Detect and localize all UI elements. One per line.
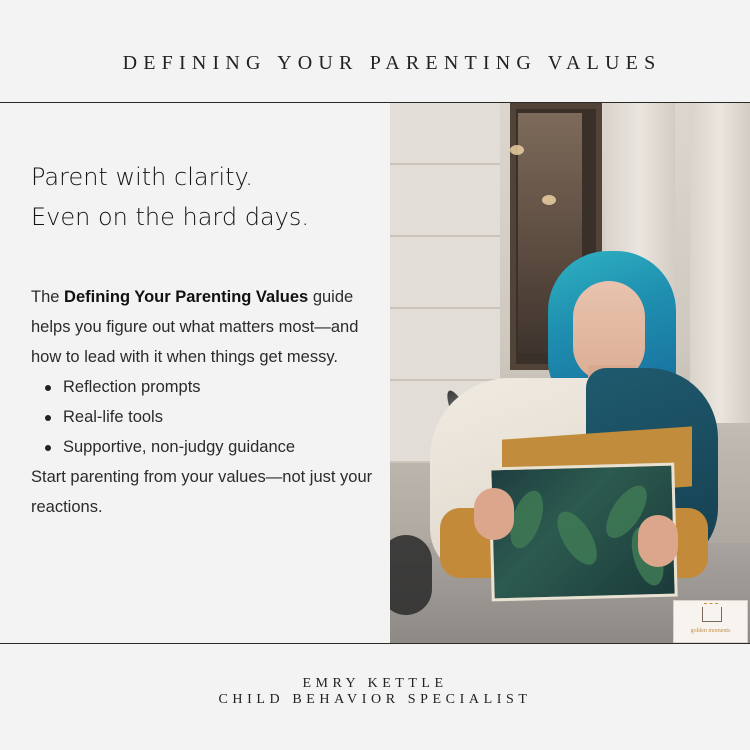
closing-paragraph: Start parenting from your values—not just your reactions.	[31, 468, 373, 516]
list-item: Supportive, non-judgy guidance	[31, 432, 376, 462]
headline-line-2: Even on the hard days.	[31, 203, 310, 231]
wall-block	[390, 103, 500, 165]
body-copy	[31, 282, 376, 522]
author-name: EMRY KETTLE	[302, 676, 448, 691]
camera-icon	[702, 607, 722, 622]
hand	[474, 488, 514, 540]
leaf-pattern	[550, 505, 605, 571]
blurred-object	[390, 535, 432, 615]
page-title: DEFINING YOUR PARENTING VALUES	[122, 52, 662, 74]
intro-suffix: guide helps you figure out what matters most—and how to lead with it when things get messy.	[31, 288, 359, 366]
logo-text: golden moments	[690, 628, 731, 634]
headline-line-1: Parent with clarity.	[31, 163, 253, 191]
portrait-photo	[390, 103, 750, 643]
lamp-light	[510, 145, 524, 155]
intro-prefix: The	[31, 288, 65, 306]
wall-block	[390, 309, 500, 381]
stone-column	[690, 103, 750, 423]
bottom-divider	[0, 643, 750, 644]
author-role: CHILD BEHAVIOR SPECIALIST	[218, 692, 532, 707]
guide-name: Defining Your Parenting Values	[64, 288, 309, 306]
wall-block	[390, 237, 500, 309]
list-item: Reflection prompts	[31, 372, 376, 402]
wall-block	[390, 165, 500, 237]
list-item: Real-life tools	[31, 402, 376, 432]
lamp-light	[542, 195, 556, 205]
intro-paragraph	[31, 282, 376, 372]
brand-logo	[673, 600, 748, 643]
feature-list	[31, 372, 376, 462]
headline	[31, 157, 309, 237]
hand	[638, 515, 678, 567]
